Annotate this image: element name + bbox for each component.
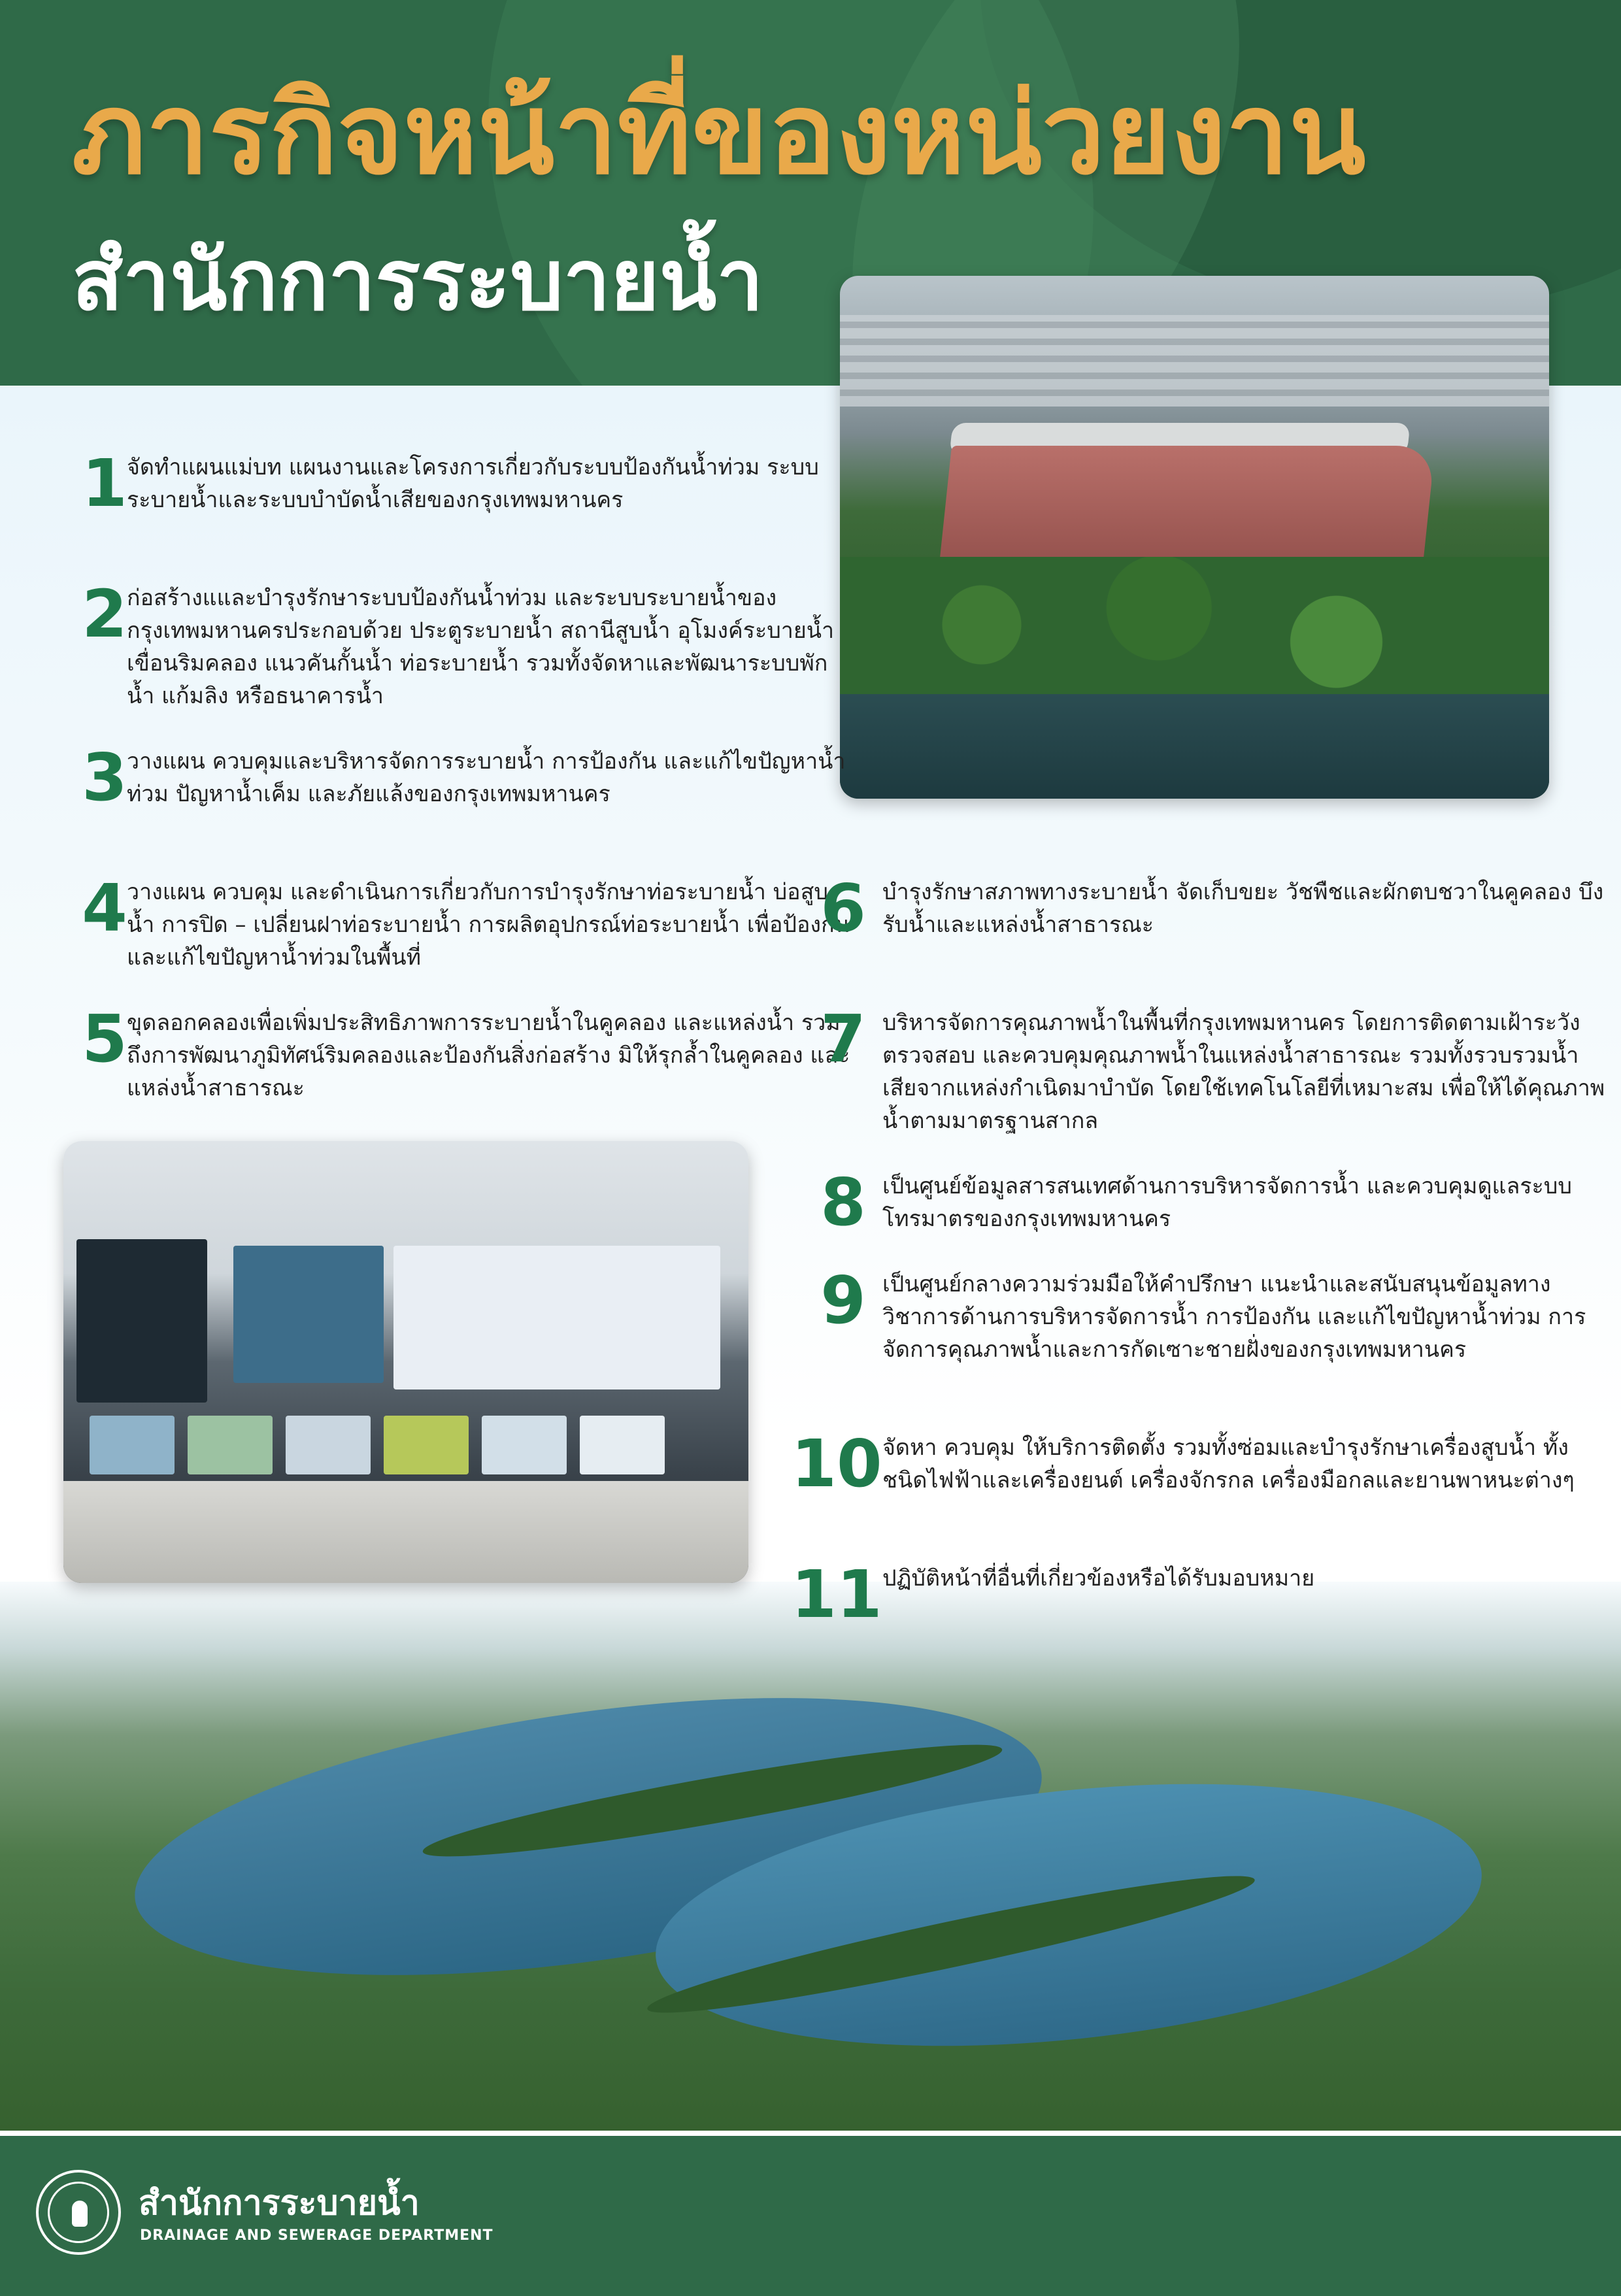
duty-number: 1 [82,445,127,522]
building-photo [840,276,1549,799]
video-wall-screen [233,1246,384,1383]
expressway [840,315,1549,407]
canal-water [840,694,1549,799]
duty-number: 9 [820,1262,866,1339]
monitor [384,1416,469,1474]
monitor [482,1416,567,1474]
duty-number: 4 [82,870,127,946]
duty-text: ปฏิบัติหน้าที่อื่นที่เกี่ยวข้องหรือได้รับมอบหมาย [882,1565,1315,1591]
duty-text: จัดหา ควบคุม ให้บริการติดตั้ง รวมทั้งซ่อมและบำรุงรักษาเครื่องสูบน้ำ ทั้งชนิดไฟฟ้าและเครื่องยนต์ เครื่องจักรกล เครื่องมือกลและยานพาหนะต่างๆ [882,1435,1575,1493]
duty-text: วางแผน ควบคุมและบริหารจัดการระบายน้ำ การป้องกัน และแก้ไขปัญหาน้ำท่วม ปัญหาน้ำเค็ม และภัยแล้งของกรุงเทพมหานคร [127,748,846,807]
duty-text: บริหารจัดการคุณภาพน้ำในพื้นที่กรุงเทพมหานคร โดยการติดตามเฝ้าระวัง ตรวจสอบ และควบคุมคุณภาพน้ำในแหล่งน้ำสาธารณะ รวมทั้งรวบรวมน้ำเสียจากแหล่งกำเนิดมาบำบัด โดยใช้เทคโนโลยีที่เหมาะสม เพื่อให้ได้คุณภาพน้ำตามมาตรฐานสากล [882,1010,1605,1134]
duty-text: จัดทำแผนแม่บท แผนงานและโครงการเกี่ยวกับระบบป้องกันน้ำท่วม ระบบระบายน้ำและระบบบำบัดน้ำเสียของกรุงเทพมหานคร [127,454,819,513]
duty-number: 3 [82,739,127,816]
seal-emblem-icon [72,2201,88,2227]
duty-number: 5 [82,1001,127,1077]
duty-text: ขุดลอกคลองเพื่อเพิ่มประสิทธิภาพการระบายน้ำในคูคลอง และแหล่งน้ำ รวมถึงการพัฒนาภูมิทัศน์ริมคลองและป้องกันสิ่งก่อสร้าง มิให้รุกล้ำในคูคลอง และแหล่งน้ำสาธารณะ [127,1010,850,1101]
monitor [286,1416,371,1474]
control-room-photo [63,1141,748,1583]
department-name-thai: สำนักการระบายน้ำ [139,2184,420,2223]
control-desk [63,1481,748,1583]
duty-text: วางแผน ควบคุม และดำเนินการเกี่ยวกับการบำรุงรักษาท่อระบายน้ำ บ่อสูบน้ำ การปิด – เปลี่ยนฝาท่อระบายน้ำ การผลิตอุปกรณ์ท่อระบายน้ำ เพื่อป้องกันและแก้ไขปัญหาน้ำท่วมในพื้นที่ [127,879,850,971]
duty-text: ก่อสร้างแและบำรุงรักษาระบบป้องกันน้ำท่วม และระบบระบายน้ำของกรุงเทพมหานครประกอบด้วย ประตูระบายน้ำ สถานีสูบน้ำ อุโมงค์ระบายน้ำ เขื่อนริมคลอง แนวคันกั้นน้ำ ท่อระบายน้ำ รวมทั้งจัดหาและพัฒนาระบบพักน้ำ แก้มลิง หรือธนาคารน้ำ [127,585,835,709]
duty-number: 2 [82,576,127,652]
duty-text: เป็นศูนย์ข้อมูลสารสนเทศด้านการบริหารจัดการน้ำ และควบคุมดูแลระบบโทรมาตรของกรุงเทพมหานคร [882,1173,1572,1232]
duty-number: 10 [791,1425,882,1502]
monitor [580,1416,665,1474]
duty-number: 6 [820,870,866,946]
department-name-english: DRAINAGE AND SEWERAGE DEPARTMENT [140,2227,493,2244]
video-wall-screen [76,1239,207,1403]
monitor [90,1416,175,1474]
aerial-lake-photo [0,1582,1621,2131]
duty-number: 8 [820,1164,866,1240]
seal-ring [48,2182,109,2243]
monitor [188,1416,273,1474]
duty-number: 11 [791,1556,882,1633]
duty-text: บำรุงรักษาสภาพทางระบายน้ำ จัดเก็บขยะ วัชพืชและผักตบชวาในคูคลอง บึงรับน้ำและแหล่งน้ำสาธารณะ [882,879,1604,938]
duty-text: เป็นศูนย์กลางความร่วมมือให้คำปรึกษา แนะนำและสนับสนุนข้อมูลทางวิชาการด้านการบริหารจัดการน้ำ การป้องกัน และแก้ไขปัญหาน้ำท่วม การจัดการคุณภาพน้ำและการกัดเซาะชายฝั่งของกรุงเทพมหานคร [882,1271,1586,1363]
video-wall-screen [393,1246,720,1389]
footer [0,2132,1621,2296]
page-title: ภารกิจหน้าที่ของหน่วยงาน [72,68,1366,199]
page-subtitle: สำนักการระบายน้ำ [72,232,764,329]
bma-seal-logo [36,2170,121,2255]
duty-number: 7 [820,1001,866,1077]
